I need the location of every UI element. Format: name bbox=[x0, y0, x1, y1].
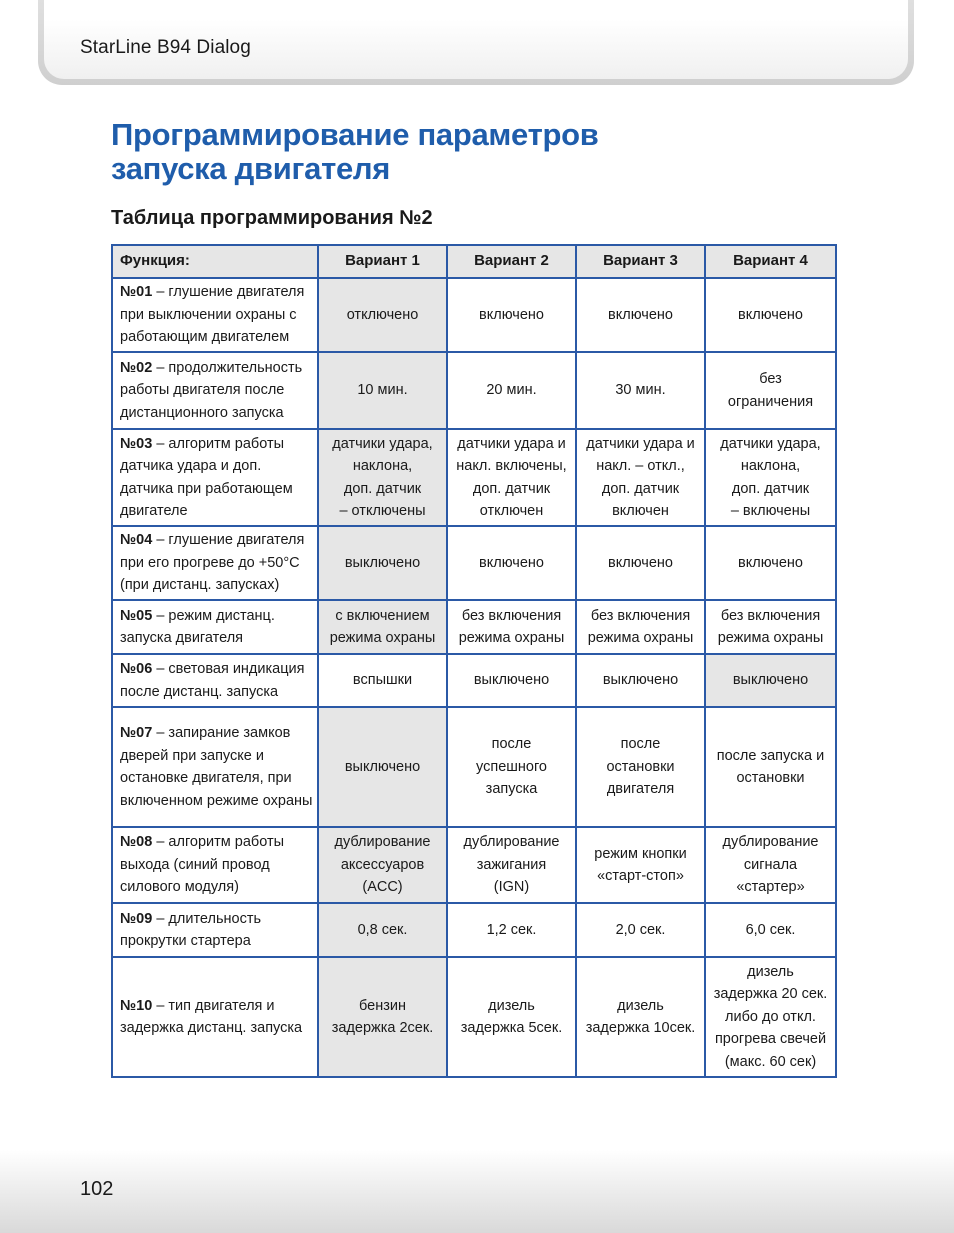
function-description: – глушение двигателя при выключении охраны с работающим двигателем bbox=[120, 284, 305, 346]
header-variant-1: Вариант 1 bbox=[318, 245, 447, 278]
function-code: №05 bbox=[120, 607, 153, 624]
variant-value: включено bbox=[608, 554, 673, 571]
function-description: – световая индикация после дистанц. запуска bbox=[120, 661, 305, 700]
variant-value: дизель задержка 10сек. bbox=[585, 997, 696, 1036]
function-code: №01 bbox=[120, 284, 153, 301]
variant-2-cell bbox=[447, 827, 576, 903]
variant-1-cell bbox=[318, 600, 447, 654]
variant-2-cell bbox=[447, 600, 576, 654]
function-cell bbox=[112, 278, 318, 352]
variant-value: 30 мин. bbox=[615, 382, 666, 399]
variant-2-cell bbox=[447, 278, 576, 352]
header-function: Функция: bbox=[112, 245, 318, 278]
table-row bbox=[112, 526, 836, 600]
variant-4-cell bbox=[705, 827, 836, 903]
variant-3-cell bbox=[576, 654, 705, 707]
table-row bbox=[112, 278, 836, 352]
variant-value: вспышки bbox=[352, 672, 413, 689]
variant-4-cell bbox=[705, 526, 836, 600]
variant-1-cell bbox=[318, 654, 447, 707]
variant-value: после остановки двигателя bbox=[606, 736, 675, 798]
variant-2-cell bbox=[447, 352, 576, 429]
variant-value: бензин задержка 2сек. bbox=[331, 997, 434, 1036]
variant-value: дизель задержка 5сек. bbox=[460, 997, 563, 1036]
function-description: – запирание замков дверей при запуске и остановке двигателя, при включенном режиме охраны bbox=[120, 725, 313, 809]
function-description: – алгоритм работы датчика удара и доп. датчика при работающем двигателе bbox=[120, 435, 293, 519]
variant-value: без включения режима охраны bbox=[717, 607, 824, 646]
variant-value: включено bbox=[738, 554, 803, 571]
variant-value: дублирование зажигания (IGN) bbox=[463, 834, 560, 896]
programming-table bbox=[111, 244, 837, 1078]
header-title: StarLine B94 Dialog bbox=[80, 37, 251, 58]
variant-4-cell bbox=[705, 654, 836, 707]
variant-2-cell bbox=[447, 707, 576, 827]
function-description: – продолжительность работы двигателя после дистанционного запуска bbox=[120, 359, 303, 421]
function-description: – длительность прокрутки стартера bbox=[120, 910, 262, 949]
table-header-row bbox=[112, 245, 836, 278]
variant-value: включено bbox=[479, 554, 544, 571]
function-code: №09 bbox=[120, 910, 153, 927]
variant-value: 6,0 сек. bbox=[745, 921, 796, 938]
variant-3-cell bbox=[576, 429, 705, 526]
function-code: №04 bbox=[120, 532, 153, 549]
variant-value: отключено bbox=[346, 306, 419, 323]
variant-2-cell bbox=[447, 957, 576, 1077]
variant-1-cell bbox=[318, 429, 447, 526]
variant-4-cell bbox=[705, 278, 836, 352]
page-number: 102 bbox=[80, 1178, 114, 1200]
variant-value: дублирование сигнала «стартер» bbox=[722, 834, 819, 896]
variant-value: выключено bbox=[602, 672, 679, 689]
variant-1-cell bbox=[318, 827, 447, 903]
variant-4-cell bbox=[705, 352, 836, 429]
variant-value: после успешного запуска bbox=[476, 736, 547, 798]
table-title: Таблица программирования №2 bbox=[111, 207, 433, 229]
function-description: – глушение двигателя при его прогреве до +50°C (при дистанц. запусках) bbox=[120, 532, 305, 594]
variant-value: датчики удара и накл. включены, доп. датчик отключен bbox=[456, 435, 567, 519]
table-row bbox=[112, 827, 836, 903]
variant-3-cell bbox=[576, 600, 705, 654]
table-row bbox=[112, 352, 836, 429]
variant-4-cell bbox=[705, 600, 836, 654]
function-code: №03 bbox=[120, 435, 153, 452]
variant-3-cell bbox=[576, 827, 705, 903]
variant-value: после запуска и остановки bbox=[716, 747, 825, 786]
variant-value: датчики удара, наклона, доп. датчик – включены bbox=[720, 435, 821, 519]
variant-value: датчики удара, наклона, доп. датчик – отключены bbox=[332, 435, 433, 519]
page-title bbox=[111, 118, 871, 186]
table-row bbox=[112, 903, 836, 957]
function-cell bbox=[112, 654, 318, 707]
variant-2-cell bbox=[447, 429, 576, 526]
function-code: №08 bbox=[120, 834, 153, 851]
table-body bbox=[112, 278, 836, 1077]
variant-1-cell bbox=[318, 903, 447, 957]
function-cell bbox=[112, 903, 318, 957]
function-description: – алгоритм работы выхода (синий провод силового модуля) bbox=[120, 834, 285, 896]
variant-4-cell bbox=[705, 429, 836, 526]
function-code: №02 bbox=[120, 359, 153, 376]
function-cell bbox=[112, 526, 318, 600]
page-title-line1: Программирование параметров bbox=[111, 117, 599, 152]
variant-3-cell bbox=[576, 903, 705, 957]
variant-value: 0,8 сек. bbox=[357, 921, 408, 938]
function-cell bbox=[112, 352, 318, 429]
variant-value: выключено bbox=[732, 672, 809, 689]
function-description: – тип двигателя и задержка дистанц. запуска bbox=[120, 997, 303, 1036]
header-variant-3: Вариант 3 bbox=[576, 245, 705, 278]
function-code: №06 bbox=[120, 661, 153, 677]
variant-value: включено bbox=[608, 306, 673, 323]
variant-value: 20 мин. bbox=[486, 382, 537, 399]
variant-2-cell bbox=[447, 654, 576, 707]
table-row bbox=[112, 654, 836, 707]
variant-1-cell bbox=[318, 526, 447, 600]
variant-4-cell bbox=[705, 957, 836, 1077]
variant-1-cell bbox=[318, 352, 447, 429]
variant-value: датчики удара и накл. – откл., доп. датчик включен bbox=[586, 435, 695, 519]
variant-value: 1,2 сек. bbox=[486, 921, 537, 938]
function-cell bbox=[112, 957, 318, 1077]
function-cell bbox=[112, 707, 318, 827]
page-title-line2: запуска двигателя bbox=[111, 151, 391, 186]
function-description: – режим дистанц. запуска двигателя bbox=[120, 607, 275, 646]
header-variant-2: Вариант 2 bbox=[447, 245, 576, 278]
variant-1-cell bbox=[318, 278, 447, 352]
variant-1-cell bbox=[318, 707, 447, 827]
variant-value: без ограничения bbox=[727, 371, 814, 410]
table-row bbox=[112, 707, 836, 827]
variant-value: включено bbox=[738, 306, 803, 323]
variant-3-cell bbox=[576, 278, 705, 352]
table-row bbox=[112, 429, 836, 526]
variant-value: выключено bbox=[344, 554, 421, 571]
variant-3-cell bbox=[576, 352, 705, 429]
variant-3-cell bbox=[576, 707, 705, 827]
variant-value: без включения режима охраны bbox=[458, 607, 565, 646]
function-code: №10 bbox=[120, 997, 153, 1014]
variant-value: дизель задержка 20 сек. либо до откл. прогрева свечей (макс. 60 сек) bbox=[713, 963, 828, 1070]
function-cell bbox=[112, 429, 318, 526]
header-variant-4: Вариант 4 bbox=[705, 245, 836, 278]
function-cell bbox=[112, 600, 318, 654]
table-row bbox=[112, 600, 836, 654]
variant-4-cell bbox=[705, 707, 836, 827]
variant-2-cell bbox=[447, 526, 576, 600]
variant-3-cell bbox=[576, 526, 705, 600]
variant-1-cell bbox=[318, 957, 447, 1077]
footer-band bbox=[0, 1150, 954, 1233]
variant-value: 10 мин. bbox=[357, 382, 408, 399]
table-row bbox=[112, 957, 836, 1077]
variant-value: 2,0 сек. bbox=[615, 921, 666, 938]
variant-value: дублирование аксессуаров (ACC) bbox=[334, 834, 431, 896]
function-cell bbox=[112, 827, 318, 903]
variant-value: с включением режима охраны bbox=[329, 607, 436, 646]
variant-value: выключено bbox=[344, 758, 421, 775]
variant-value: включено bbox=[479, 306, 544, 323]
variant-value: без включения режима охраны bbox=[587, 607, 694, 646]
variant-3-cell bbox=[576, 957, 705, 1077]
variant-value: режим кнопки «старт-стоп» bbox=[594, 845, 687, 884]
variant-4-cell bbox=[705, 903, 836, 957]
variant-value: выключено bbox=[473, 672, 550, 689]
variant-2-cell bbox=[447, 903, 576, 957]
function-code: №07 bbox=[120, 725, 153, 741]
